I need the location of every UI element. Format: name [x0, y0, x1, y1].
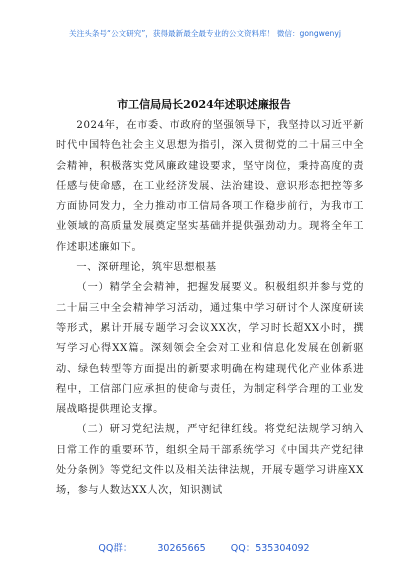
- footer-contact: [0, 540, 408, 554]
- top-banner: 关注头条号“公文研究”，获得最新最全最专业的公文资料库！ 微信：gongwenyj: [69, 29, 341, 38]
- paragraph-1-1: （一）精学全会精神，把握发展要义。积极组织并参与党的二十届三中全会精神学习活动，通过集中学习研讨个人深度研读等形式，累计开展专题学习会议XX次，学习时长超XX小时，撰写学习心得XX篇。深刻领会全会对工业和信息化发展在创新驱动、绿色转型等方面提出的新要求明确在构建现代化产业体系进程中，工信部门应承担的使命与责任，为制定科学合理的工业发展战略提供理论支撑。: [56, 282, 364, 416]
- paragraph-1-2: （二）研习党纪法规，严守纪律红线。将党纪法规学习纳入日常工作的重要环节，组织全局干部系统学习《中国共产党纪律处分条例》等党纪文件以及相关法律法规，开展专题学习讲座XX场，参与人数达XX人次，知识测试: [56, 424, 364, 497]
- section-heading-1: 一、深研理论，筑牢思想根基: [76, 262, 217, 274]
- document-title: 市工信局局长2024年述职述廉报告: [117, 98, 291, 111]
- footer-qq: QQ：535304092: [230, 543, 310, 554]
- paragraph-intro: 2024年，在市委、市政府的坚强领导下，我坚持以习近平新时代中国特色社会主义思想为指引，深入贯彻党的二十届三中全会精神，积极落实党风廉政建设要求，坚守岗位，秉持高度的责任感与使命感，在工业经济发展、法治建设、意识形态把控等多方面协同发力，全力推动市工信局各项工作稳步前行，为我市工业领域的高质量发展奠定坚实基础并提供强劲动力。现将全年工作述职述廉如下。: [56, 120, 364, 253]
- footer-qq-group: QQ群： 30265665: [98, 543, 206, 554]
- document-body: [56, 116, 364, 502]
